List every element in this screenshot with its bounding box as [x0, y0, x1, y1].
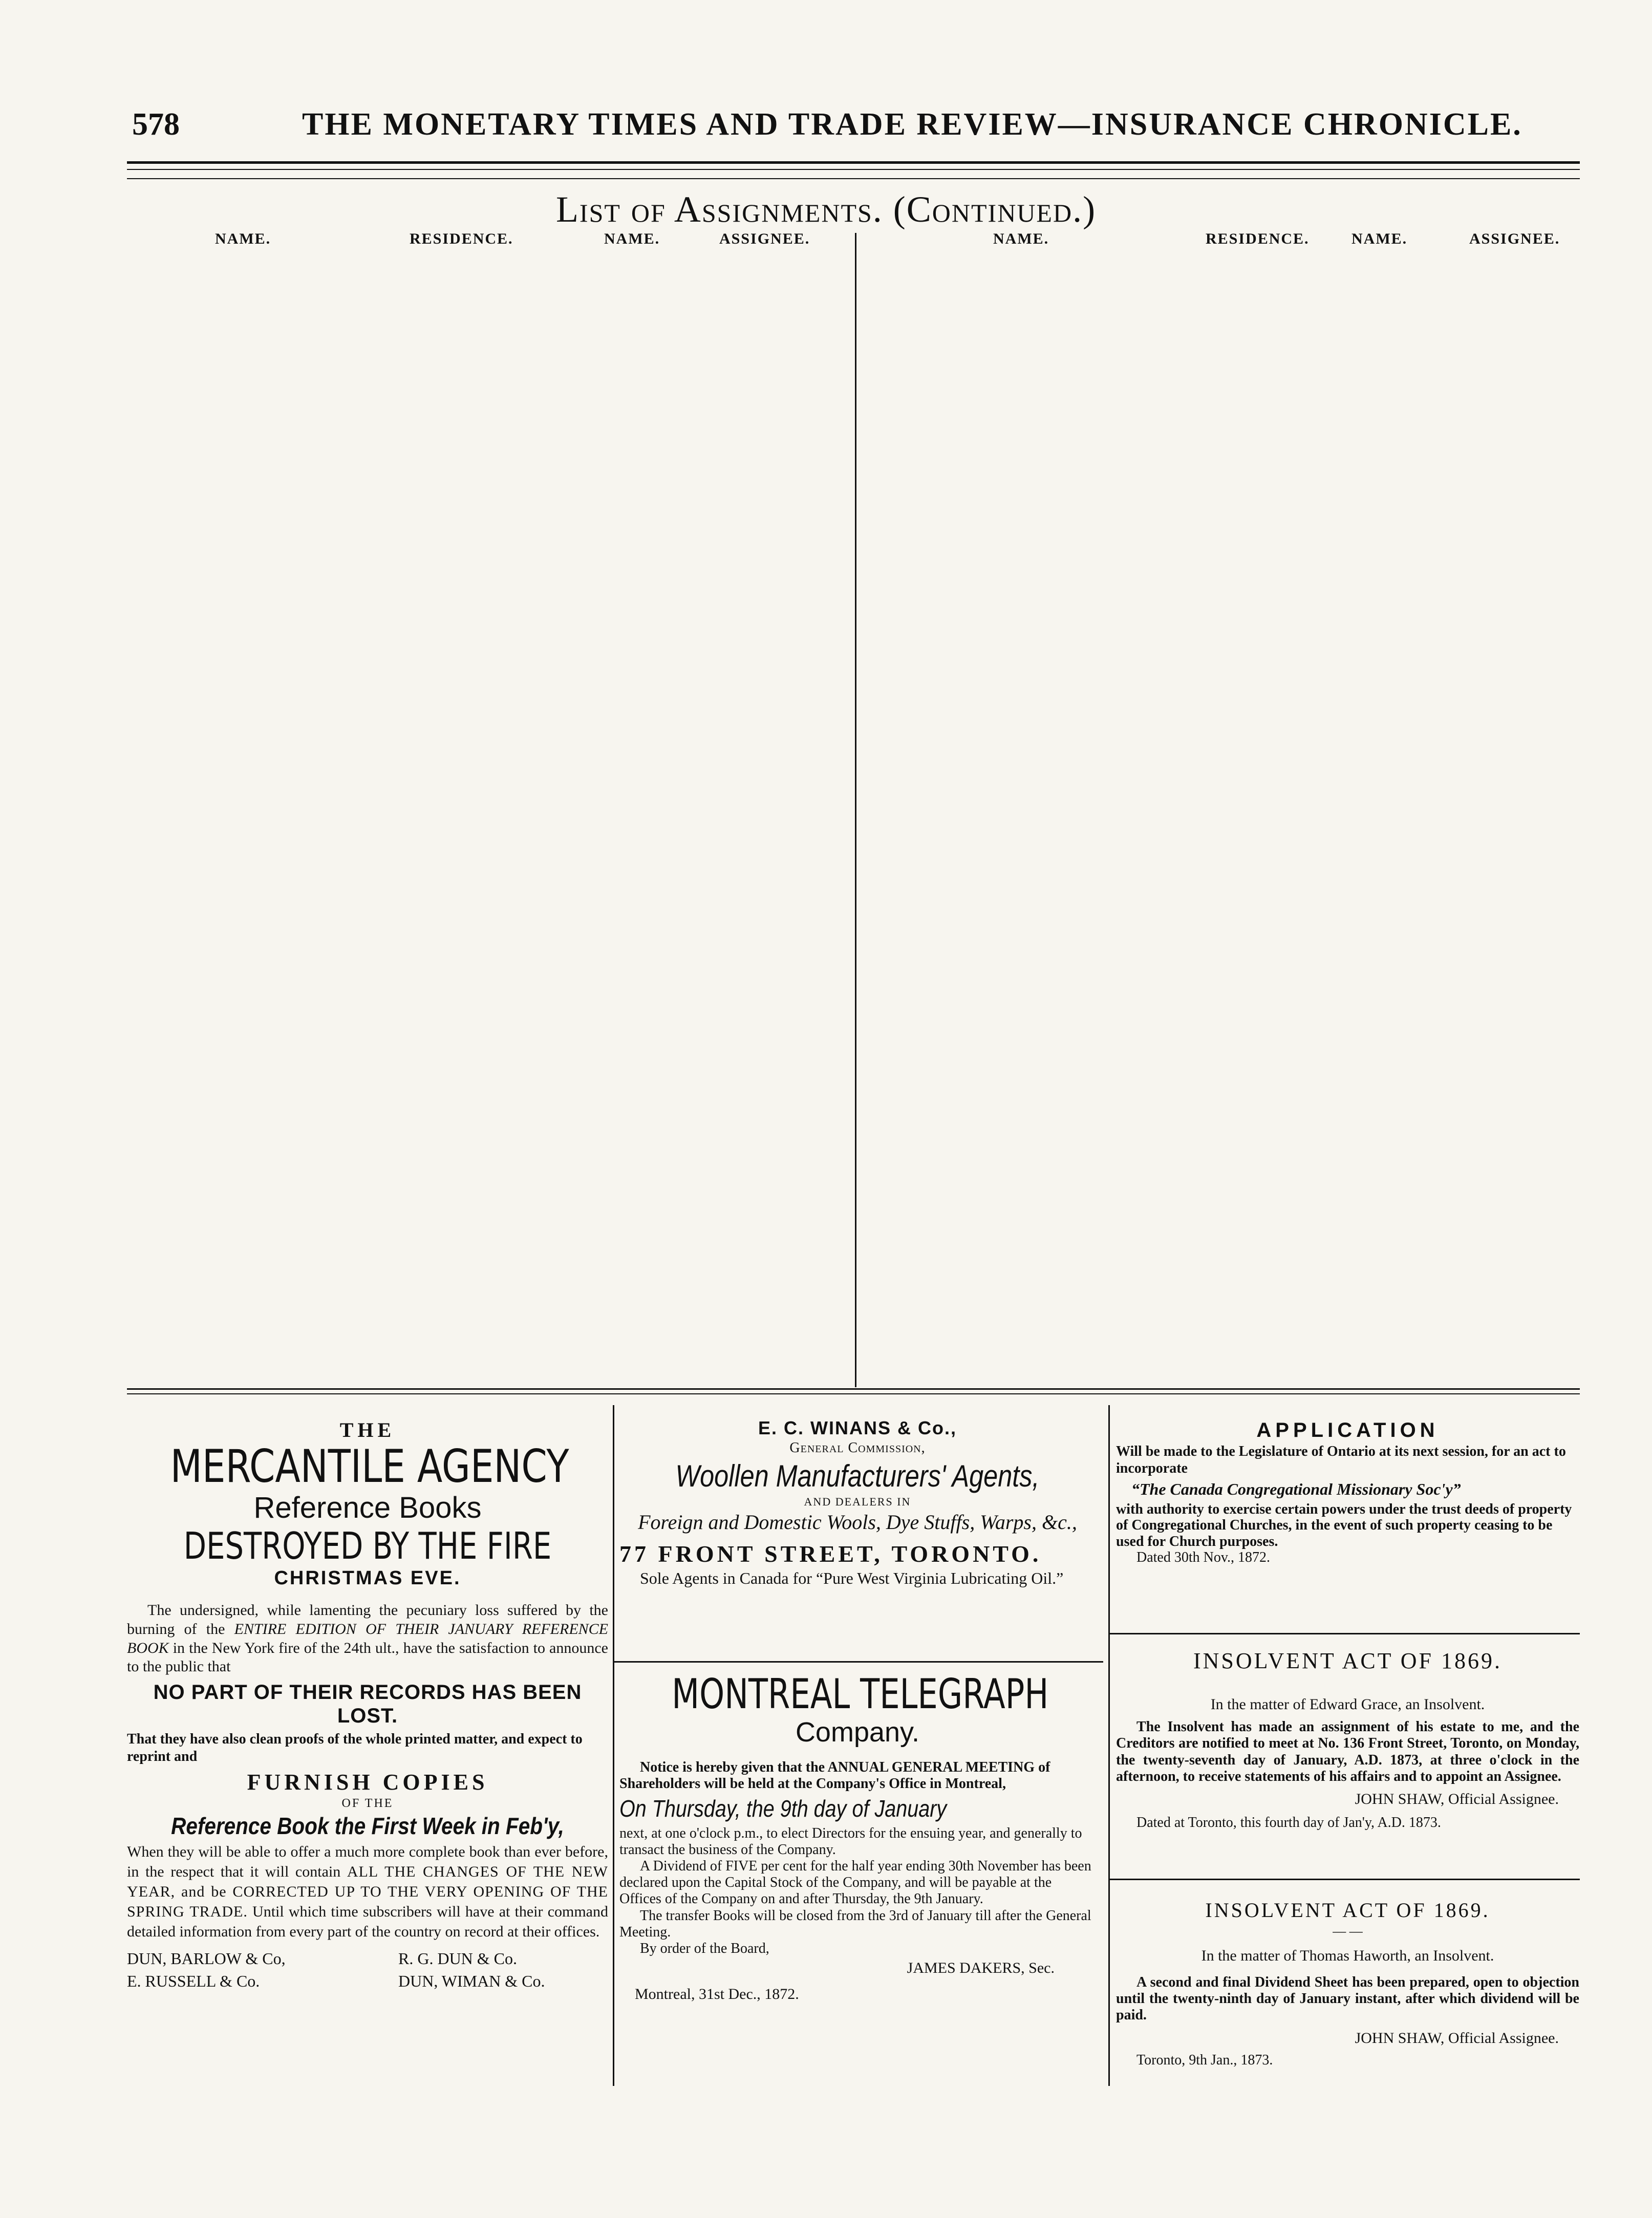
col-head-date-right: NAME. — [1351, 230, 1408, 247]
col-head-name-right: NAME. — [993, 230, 1049, 247]
header-rule-thin-2 — [127, 178, 1580, 179]
table-row — [128, 1315, 840, 1337]
ad-mercantile-of-the: OF THE — [341, 1796, 394, 1810]
ad-mercantile-furnish: FURNISH COPIES — [247, 1770, 488, 1795]
table-row — [128, 1270, 840, 1293]
ad-insolvent2-signer: JOHN SHAW, Official Assignee. — [1355, 2029, 1559, 2047]
table-row — [881, 694, 1592, 716]
table-row — [881, 1337, 1592, 1359]
ad-winans-dealers: AND DEALERS IN — [804, 1495, 911, 1509]
table-row — [128, 1293, 840, 1315]
ad-mercantile-signatures-1 — [127, 1949, 608, 1971]
ad-telegraph-para3: The transfer Books will be closed from the 3rd of January till after the General Meeting. — [619, 1907, 1091, 1940]
ad-telegraph-title: MONTREAL TELEGRAPH — [672, 1670, 1049, 1718]
table-row — [128, 739, 840, 761]
table-row — [881, 938, 1592, 960]
table-row — [881, 650, 1592, 672]
running-head: THE MONETARY TIMES AND TRADE REVIEW—INSURANCE CHRONICLE. — [302, 107, 1522, 142]
ad-winans-agents: Sole Agents in Canada for “Pure West Virginia Lubricating Oil.” — [640, 1569, 1064, 1587]
table-row — [881, 561, 1592, 583]
header-rule-thick — [127, 161, 1580, 164]
col-head-date: NAME. — [604, 230, 660, 247]
table-row — [128, 539, 840, 561]
ad-divider-1 — [613, 1405, 614, 2086]
ad-mercantile-subtitle: Reference Books — [253, 1491, 482, 1525]
table-row — [881, 805, 1592, 827]
table-row — [881, 317, 1592, 339]
table-row — [128, 1181, 840, 1203]
ad-mercantile-para3-a: When they will be able to offer a much more complete book than ever before, in the respect that it will contain — [127, 1843, 608, 1880]
ad-winans-goods: Foreign and Domestic Wools, Dye Stuffs, Warps, &c., — [638, 1510, 1077, 1534]
table-row — [128, 273, 840, 295]
table-row — [128, 650, 840, 672]
table-row — [881, 583, 1592, 605]
ad-application-rule — [1110, 1633, 1580, 1634]
ad-insolvent2-title: INSOLVENT ACT OF 1869. — [1205, 1899, 1490, 1922]
table-row — [881, 295, 1592, 317]
table-row — [128, 251, 840, 273]
table-row — [881, 539, 1592, 561]
table-row — [881, 1071, 1592, 1093]
ad-mercantile-the: THE — [339, 1418, 396, 1441]
ad-insolvent1-rule — [1110, 1879, 1580, 1880]
ad-mercantile-sig-1b: R. G. DUN & Co. — [398, 1949, 518, 1968]
ad-winans-rule — [614, 1661, 1103, 1663]
table-row — [128, 1337, 840, 1359]
ad-application-dated: Dated 30th Nov., 1872. — [1136, 1549, 1271, 1565]
table-row — [881, 494, 1592, 516]
table-row — [128, 1115, 840, 1137]
ad-mercantile-signatures-2 — [127, 1971, 608, 1994]
header-rule-thin — [127, 169, 1580, 170]
ad-winans-headline: Woollen Manufacturers' Agents, — [675, 1459, 1040, 1494]
table-row — [881, 339, 1592, 361]
table-row — [881, 1137, 1592, 1159]
ad-mercantile-no-part: NO PART OF THEIR RECORDS HAS BEEN LOST. — [153, 1681, 582, 1727]
table-row — [881, 1004, 1592, 1026]
ad-mercantile-title: MERCANTILE AGENCY — [170, 1439, 569, 1493]
ad-telegraph-para2: A Dividend of FIVE per cent for the half year ending 30th November has been declared upon the Capital Stock of the Company, and will be payable at the Offices of the Company on and after Thursday, the 9th January. — [619, 1858, 1091, 1907]
ad-telegraph-order: By order of the Board, — [640, 1940, 769, 1956]
ad-winans-firm: E. C. WINANS & Co., — [758, 1417, 957, 1438]
table-row — [128, 694, 840, 716]
table-row — [128, 1137, 840, 1159]
ad-insolvent-2 — [1116, 1898, 1579, 2069]
table-row — [128, 361, 840, 383]
table-row — [128, 1359, 840, 1381]
table-row — [128, 783, 840, 805]
ad-mercantile-sig-2b: DUN, WIMAN & Co. — [398, 1971, 545, 1990]
col-head-residence-right: RESIDENCE. — [1206, 230, 1310, 247]
table-row — [881, 1181, 1592, 1203]
table-row — [128, 761, 840, 783]
table-row — [128, 916, 840, 938]
table-row — [128, 894, 840, 916]
table-row — [881, 251, 1592, 273]
table-row — [881, 716, 1592, 738]
table-row — [881, 960, 1592, 982]
table-row — [881, 894, 1592, 916]
table-row — [881, 1204, 1592, 1226]
ad-insolvent1-title: INSOLVENT ACT OF 1869. — [1193, 1648, 1503, 1673]
list-bottom-rule-2 — [127, 1393, 1580, 1394]
ad-insolvent1-body: The Insolvent has made an assignment of his estate to me, and the Creditors are notified to meet at No. 136 Front Street, Toronto, on Monday, the twenty-seventh day of January, A.D. 1873, at three o'clock in the afternoon, to receive statements of his affairs and to appoint an Assignee. — [1116, 1719, 1579, 1784]
table-row — [128, 672, 840, 694]
table-row — [128, 384, 840, 406]
table-row — [881, 783, 1592, 805]
table-row — [128, 606, 840, 628]
ad-montreal-telegraph — [619, 1670, 1096, 2004]
table-row — [881, 450, 1592, 472]
table-row — [881, 472, 1592, 494]
ad-insolvent2-matter: In the matter of Thomas Haworth, an Insolvent. — [1201, 1947, 1494, 1964]
ad-mercantile-para3-b: Until which time subscribers will have at their command detailed information from every part of the country on record at their offices. — [127, 1903, 608, 1940]
col-head-assignee-right: ASSIGNEE. — [1469, 230, 1560, 247]
ad-mercantile-para3-caps: ALL THE CHANGES OF THE NEW YEAR, and be CORRECTED UP TO THE VERY OPENING OF THE SPRING TRADE. — [127, 1863, 608, 1920]
ad-insolvent2-dash: — — — [1333, 1923, 1363, 1939]
table-row — [881, 273, 1592, 295]
ad-mercantile-ref-week: Reference Book the First Week in Feb'y, — [171, 1812, 564, 1839]
table-row — [881, 1226, 1592, 1248]
ad-mercantile-para1 — [127, 1601, 608, 1676]
table-row — [881, 739, 1592, 761]
ad-application-intro: Will be made to the Legislature of Ontario at its next session, for an act to incorporate — [1116, 1443, 1566, 1476]
ad-insolvent2-dated: Toronto, 9th Jan., 1873. — [1136, 2052, 1273, 2069]
table-row — [881, 384, 1592, 406]
ad-insolvent1-matter: In the matter of Edward Grace, an Insolvent. — [1210, 1695, 1485, 1713]
ad-winans — [619, 1417, 1096, 1588]
assignments-left-column — [128, 251, 840, 1381]
ad-mercantile-para1-a: The undersigned, while lamenting the pecuniary loss suffered by the burning of the — [127, 1602, 608, 1638]
table-row — [881, 982, 1592, 1004]
table-row — [881, 1270, 1592, 1293]
table-row — [881, 1315, 1592, 1337]
col-head-assignee: ASSIGNEE. — [719, 230, 810, 247]
table-row — [128, 1159, 840, 1181]
ad-winans-general: General Commission, — [789, 1439, 926, 1456]
table-row — [881, 1115, 1592, 1137]
column-divider — [855, 233, 856, 1387]
table-row — [128, 494, 840, 516]
ad-application-society: “The Canada Congregational Missionary Soc'y” — [1131, 1479, 1461, 1498]
table-row — [881, 1293, 1592, 1315]
ad-divider-2 — [1108, 1405, 1110, 2086]
table-row — [881, 849, 1592, 871]
ad-application — [1116, 1418, 1579, 1566]
table-row — [881, 361, 1592, 383]
table-row — [128, 561, 840, 583]
table-row — [128, 1071, 840, 1093]
table-row — [128, 938, 840, 960]
ad-winans-address: 77 FRONT STREET, TORONTO. — [619, 1540, 1042, 1567]
list-title: List of Assignments. (Continued.) — [555, 189, 1097, 230]
table-row — [128, 1226, 840, 1248]
table-row — [128, 960, 840, 982]
ad-mercantile-sig-2a: E. RUSSELL & Co. — [127, 1971, 260, 1990]
col-head-residence: RESIDENCE. — [410, 230, 513, 247]
table-row — [881, 1026, 1592, 1048]
table-row — [128, 871, 840, 893]
table-row — [128, 1004, 840, 1026]
ad-telegraph-notice: Notice is hereby given that the ANNUAL GENERAL MEETING of Shareholders will be held at the Company's Office in Montreal, — [619, 1759, 1050, 1792]
table-row — [881, 606, 1592, 628]
table-row — [881, 916, 1592, 938]
table-row — [128, 849, 840, 871]
table-row — [128, 716, 840, 738]
ad-mercantile-para2: That they have also clean proofs of the whole printed matter, and expect to reprint and — [127, 1731, 583, 1764]
table-row — [881, 628, 1592, 650]
ad-mercantile-christmas: CHRISTMAS EVE. — [274, 1567, 461, 1589]
table-row — [881, 428, 1592, 450]
table-row — [128, 317, 840, 339]
ad-insolvent1-signer: JOHN SHAW, Official Assignee. — [1355, 1791, 1559, 1808]
ad-mercantile-sig-1a: DUN, BARLOW & Co, — [127, 1949, 286, 1968]
table-row — [128, 428, 840, 450]
col-head-name: NAME. — [215, 230, 271, 247]
ad-telegraph-signer: JAMES DAKERS, Sec. — [907, 1959, 1055, 1977]
table-row — [881, 1093, 1592, 1115]
table-row — [881, 761, 1592, 783]
ad-insolvent-1 — [1116, 1647, 1579, 1832]
ad-mercantile-para3 — [127, 1842, 608, 1942]
table-row — [128, 1049, 840, 1071]
table-row — [128, 517, 840, 539]
table-row — [128, 295, 840, 317]
table-row — [128, 805, 840, 827]
table-row — [881, 1159, 1592, 1181]
table-row — [128, 1026, 840, 1048]
ad-application-body: with authority to exercise certain powers under the trust deeds of property of Congregational Churches, in the event of such property ceasing to be used for Church purposes. — [1116, 1501, 1572, 1549]
ad-mercantile-para1-b: in the New York fire of the 24th ult., have the satisfaction to announce to the public that — [127, 1639, 608, 1675]
page-number: 578 — [132, 107, 180, 142]
table-row — [128, 406, 840, 428]
table-row — [881, 672, 1592, 694]
ad-telegraph-company: Company. — [795, 1717, 920, 1748]
list-bottom-rule — [127, 1388, 1580, 1390]
table-row — [128, 339, 840, 361]
ad-application-title: APPLICATION — [1256, 1419, 1439, 1441]
table-row — [881, 1248, 1592, 1270]
ad-mercantile-agency — [127, 1418, 608, 1994]
table-row — [128, 628, 840, 650]
table-row — [881, 1049, 1592, 1071]
assignments-right-column — [881, 251, 1592, 1359]
ad-mercantile-para1-em: ENTIRE EDITION OF THEIR JANUARY REFERENCE BOOK — [127, 1620, 609, 1656]
ad-insolvent2-body: A second and final Dividend Sheet has been prepared, open to objection until the twenty-ninth day of January instant, after which dividend will be paid. — [1116, 1974, 1579, 2023]
ad-mercantile-headline: DESTROYED BY THE FIRE — [183, 1524, 552, 1567]
table-row — [128, 1204, 840, 1226]
table-row — [128, 583, 840, 605]
table-row — [128, 1248, 840, 1270]
table-row — [881, 406, 1592, 428]
table-row — [128, 982, 840, 1004]
table-row — [881, 827, 1592, 849]
table-row — [881, 517, 1592, 539]
ad-telegraph-date-line: On Thursday, the 9th day of January — [619, 1795, 947, 1822]
table-row — [128, 450, 840, 472]
ad-telegraph-place-date: Montreal, 31st Dec., 1872. — [635, 1985, 799, 2002]
table-row — [128, 827, 840, 849]
table-row — [128, 472, 840, 494]
ad-telegraph-para1: next, at one o'clock p.m., to elect Directors for the ensuing year, and generally to transact the business of the Company. — [619, 1825, 1082, 1858]
table-row — [881, 871, 1592, 893]
ad-insolvent1-dated: Dated at Toronto, this fourth day of Jan'y, A.D. 1873. — [1136, 1814, 1441, 1831]
table-row — [128, 1093, 840, 1115]
